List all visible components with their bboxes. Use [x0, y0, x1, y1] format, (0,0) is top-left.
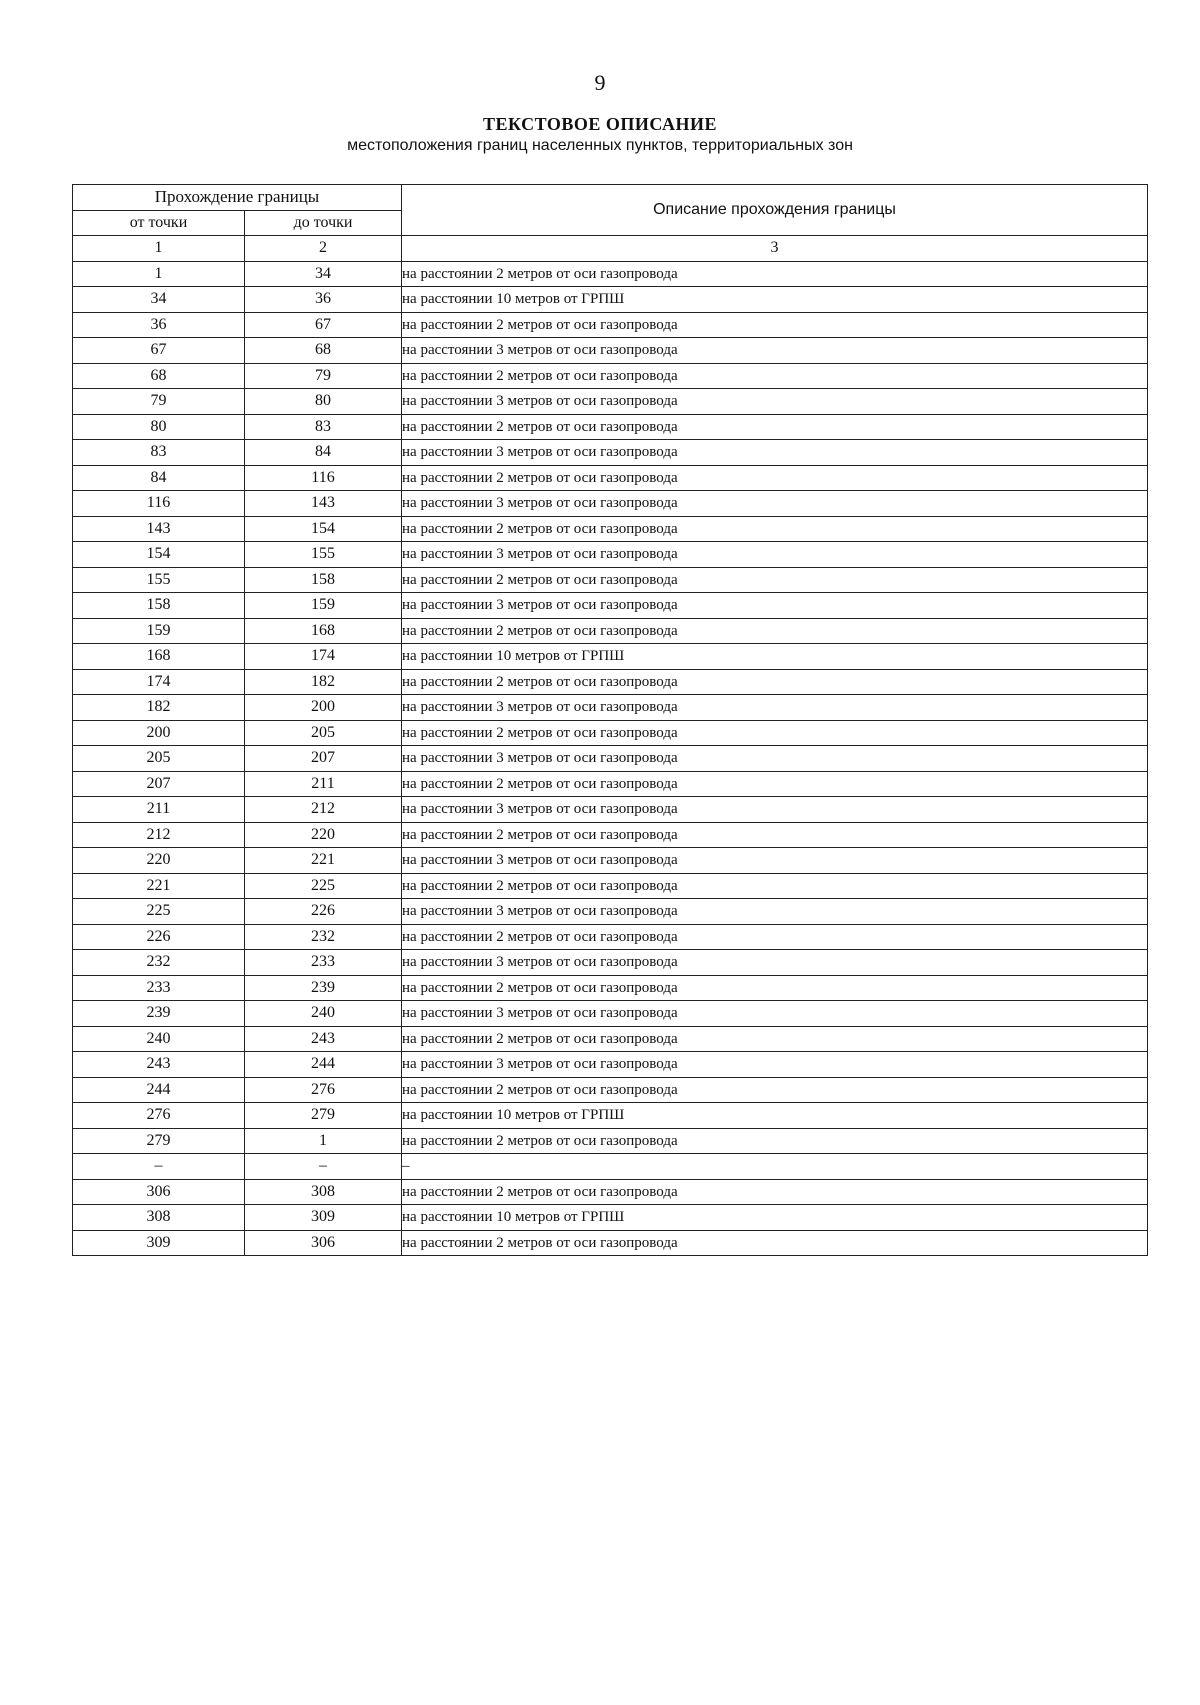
cell-description: на расстоянии 10 метров от ГРПШ — [402, 1205, 1148, 1231]
cell-description: на расстоянии 2 метров от оси газопровода — [402, 873, 1148, 899]
cell-from-point: 158 — [73, 593, 245, 619]
cell-description: на расстоянии 2 метров от оси газопровода — [402, 618, 1148, 644]
table-row — [73, 287, 1148, 313]
cell-from-point: 80 — [73, 414, 245, 440]
cell-from-point: 143 — [73, 516, 245, 542]
cell-description: на расстоянии 3 метров от оси газопровода — [402, 491, 1148, 517]
cell-from-point: 239 — [73, 1001, 245, 1027]
cell-from-point: 233 — [73, 975, 245, 1001]
cell-to-point: 68 — [245, 338, 402, 364]
cell-to-point: 200 — [245, 695, 402, 721]
table-row — [73, 848, 1148, 874]
cell-description: на расстоянии 3 метров от оси газопровода — [402, 797, 1148, 823]
cell-description: на расстоянии 2 метров от оси газопровода — [402, 720, 1148, 746]
cell-to-point: – — [245, 1154, 402, 1180]
header-to-point: до точки — [245, 210, 402, 236]
cell-description: на расстоянии 2 метров от оси газопровода — [402, 516, 1148, 542]
table-row — [73, 1026, 1148, 1052]
cell-description: на расстоянии 10 метров от ГРПШ — [402, 287, 1148, 313]
cell-description: на расстоянии 2 метров от оси газопровода — [402, 567, 1148, 593]
cell-to-point: 221 — [245, 848, 402, 874]
table-row — [73, 440, 1148, 466]
table-row — [73, 950, 1148, 976]
cell-from-point: 279 — [73, 1128, 245, 1154]
cell-description: на расстоянии 10 метров от ГРПШ — [402, 1103, 1148, 1129]
cell-description: на расстоянии 3 метров от оси газопровода — [402, 746, 1148, 772]
cell-to-point: 212 — [245, 797, 402, 823]
table-row — [73, 771, 1148, 797]
cell-from-point: 174 — [73, 669, 245, 695]
cell-to-point: 240 — [245, 1001, 402, 1027]
cell-to-point: 211 — [245, 771, 402, 797]
column-number-1: 1 — [73, 236, 245, 262]
cell-from-point: 154 — [73, 542, 245, 568]
cell-from-point: 212 — [73, 822, 245, 848]
cell-from-point: 79 — [73, 389, 245, 415]
cell-from-point: 232 — [73, 950, 245, 976]
table-header — [73, 185, 1148, 262]
table-row — [73, 1103, 1148, 1129]
table-row — [73, 618, 1148, 644]
table-row — [73, 746, 1148, 772]
cell-from-point: 83 — [73, 440, 245, 466]
cell-description: на расстоянии 2 метров от оси газопровода — [402, 363, 1148, 389]
document-subtitle: местоположения границ населенных пунктов, территориальных зон — [347, 137, 853, 154]
header-row-group — [73, 185, 1148, 211]
cell-to-point: 34 — [245, 261, 402, 287]
cell-description: на расстоянии 2 метров от оси газопровода — [402, 924, 1148, 950]
table-row — [73, 414, 1148, 440]
cell-from-point: – — [73, 1154, 245, 1180]
cell-to-point: 244 — [245, 1052, 402, 1078]
table-row — [73, 975, 1148, 1001]
cell-from-point: 205 — [73, 746, 245, 772]
cell-from-point: 68 — [73, 363, 245, 389]
table-row — [73, 695, 1148, 721]
header-row-numbers — [73, 236, 1148, 262]
cell-to-point: 243 — [245, 1026, 402, 1052]
cell-to-point: 159 — [245, 593, 402, 619]
table-row — [73, 924, 1148, 950]
cell-to-point: 80 — [245, 389, 402, 415]
cell-from-point: 276 — [73, 1103, 245, 1129]
cell-description: на расстоянии 3 метров от оси газопровода — [402, 542, 1148, 568]
cell-description: на расстоянии 3 метров от оси газопровода — [402, 899, 1148, 925]
column-number-3: 3 — [402, 236, 1148, 262]
table-row — [73, 465, 1148, 491]
cell-to-point: 83 — [245, 414, 402, 440]
cell-from-point: 155 — [73, 567, 245, 593]
cell-description: на расстоянии 3 метров от оси газопровода — [402, 1001, 1148, 1027]
cell-from-point: 1 — [73, 261, 245, 287]
cell-description: – — [402, 1154, 1148, 1180]
page-number: 9 — [594, 70, 606, 95]
table-row — [73, 542, 1148, 568]
cell-to-point: 308 — [245, 1179, 402, 1205]
cell-to-point: 1 — [245, 1128, 402, 1154]
cell-description: на расстоянии 2 метров от оси газопровода — [402, 465, 1148, 491]
cell-to-point: 79 — [245, 363, 402, 389]
cell-from-point: 225 — [73, 899, 245, 925]
column-number-2: 2 — [245, 236, 402, 262]
cell-from-point: 168 — [73, 644, 245, 670]
table-row — [73, 567, 1148, 593]
cell-from-point: 84 — [73, 465, 245, 491]
cell-description: на расстоянии 2 метров от оси газопровода — [402, 1179, 1148, 1205]
cell-description: на расстоянии 10 метров от ГРПШ — [402, 644, 1148, 670]
header-from-point: от точки — [73, 210, 245, 236]
cell-description: на расстоянии 3 метров от оси газопровода — [402, 593, 1148, 619]
boundary-description-table — [72, 184, 1148, 1256]
cell-description: на расстоянии 2 метров от оси газопровода — [402, 669, 1148, 695]
cell-from-point: 220 — [73, 848, 245, 874]
cell-description: на расстоянии 3 метров от оси газопровода — [402, 1052, 1148, 1078]
table-row — [73, 899, 1148, 925]
cell-to-point: 220 — [245, 822, 402, 848]
cell-to-point: 309 — [245, 1205, 402, 1231]
table-row — [73, 516, 1148, 542]
cell-from-point: 182 — [73, 695, 245, 721]
cell-from-point: 226 — [73, 924, 245, 950]
cell-from-point: 211 — [73, 797, 245, 823]
table-row — [73, 491, 1148, 517]
table-row — [73, 1001, 1148, 1027]
cell-description: на расстоянии 3 метров от оси газопровода — [402, 950, 1148, 976]
cell-description: на расстоянии 2 метров от оси газопровода — [402, 312, 1148, 338]
header-description: Описание прохождения границы — [402, 185, 1148, 236]
cell-description: на расстоянии 3 метров от оси газопровода — [402, 389, 1148, 415]
cell-from-point: 200 — [73, 720, 245, 746]
table-row — [73, 1230, 1148, 1256]
cell-description: на расстоянии 2 метров от оси газопровода — [402, 1026, 1148, 1052]
cell-to-point: 276 — [245, 1077, 402, 1103]
table-row — [73, 797, 1148, 823]
table-row — [73, 1154, 1148, 1180]
document-title: ТЕКСТОВОЕ ОПИСАНИЕ — [482, 114, 717, 134]
cell-to-point: 143 — [245, 491, 402, 517]
cell-to-point: 279 — [245, 1103, 402, 1129]
cell-to-point: 168 — [245, 618, 402, 644]
table-row — [73, 873, 1148, 899]
cell-to-point: 225 — [245, 873, 402, 899]
table-row — [73, 312, 1148, 338]
cell-description: на расстоянии 2 метров от оси газопровода — [402, 1128, 1148, 1154]
cell-description: на расстоянии 2 метров от оси газопровода — [402, 1230, 1148, 1256]
table-row — [73, 389, 1148, 415]
cell-to-point: 84 — [245, 440, 402, 466]
cell-to-point: 174 — [245, 644, 402, 670]
cell-to-point: 306 — [245, 1230, 402, 1256]
cell-to-point: 239 — [245, 975, 402, 1001]
cell-to-point: 67 — [245, 312, 402, 338]
cell-description: на расстоянии 3 метров от оси газопровода — [402, 440, 1148, 466]
cell-from-point: 116 — [73, 491, 245, 517]
cell-description: на расстоянии 2 метров от оси газопровода — [402, 771, 1148, 797]
cell-from-point: 207 — [73, 771, 245, 797]
table-row — [73, 593, 1148, 619]
cell-to-point: 36 — [245, 287, 402, 313]
cell-to-point: 154 — [245, 516, 402, 542]
cell-from-point: 34 — [73, 287, 245, 313]
table-row — [73, 338, 1148, 364]
cell-from-point: 243 — [73, 1052, 245, 1078]
cell-from-point: 159 — [73, 618, 245, 644]
group-header-boundary-passage: Прохождение границы — [73, 185, 402, 211]
table-row — [73, 644, 1148, 670]
cell-to-point: 155 — [245, 542, 402, 568]
cell-from-point: 306 — [73, 1179, 245, 1205]
table-row — [73, 1128, 1148, 1154]
cell-to-point: 182 — [245, 669, 402, 695]
table-row — [73, 261, 1148, 287]
cell-description: на расстоянии 2 метров от оси газопровода — [402, 822, 1148, 848]
cell-to-point: 207 — [245, 746, 402, 772]
cell-to-point: 205 — [245, 720, 402, 746]
table-row — [73, 822, 1148, 848]
cell-to-point: 233 — [245, 950, 402, 976]
cell-to-point: 158 — [245, 567, 402, 593]
cell-from-point: 308 — [73, 1205, 245, 1231]
cell-to-point: 226 — [245, 899, 402, 925]
cell-from-point: 244 — [73, 1077, 245, 1103]
table-row — [73, 1077, 1148, 1103]
cell-to-point: 232 — [245, 924, 402, 950]
table-row — [73, 363, 1148, 389]
cell-from-point: 309 — [73, 1230, 245, 1256]
cell-description: на расстоянии 2 метров от оси газопровода — [402, 261, 1148, 287]
cell-description: на расстоянии 2 метров от оси газопровода — [402, 414, 1148, 440]
cell-from-point: 221 — [73, 873, 245, 899]
cell-from-point: 240 — [73, 1026, 245, 1052]
cell-from-point: 36 — [73, 312, 245, 338]
cell-description: на расстоянии 3 метров от оси газопровода — [402, 848, 1148, 874]
table-body — [73, 261, 1148, 1256]
cell-description: на расстоянии 3 метров от оси газопровода — [402, 338, 1148, 364]
table-row — [73, 1205, 1148, 1231]
cell-description: на расстоянии 2 метров от оси газопровода — [402, 1077, 1148, 1103]
table-row — [73, 1052, 1148, 1078]
cell-description: на расстоянии 3 метров от оси газопровода — [402, 695, 1148, 721]
table-row — [73, 669, 1148, 695]
cell-description: на расстоянии 2 метров от оси газопровода — [402, 975, 1148, 1001]
table-row — [73, 1179, 1148, 1205]
table-row — [73, 720, 1148, 746]
cell-to-point: 116 — [245, 465, 402, 491]
cell-from-point: 67 — [73, 338, 245, 364]
